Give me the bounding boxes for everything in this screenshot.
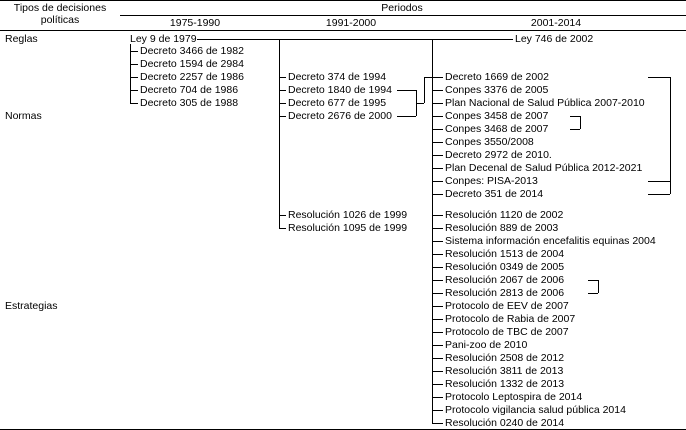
- col1-item: Decreto 1594 de 2984: [140, 58, 244, 70]
- col3-item: Conpes 3458 de 2007: [445, 110, 549, 122]
- col3-ley: Ley 746 de 2002: [515, 33, 594, 45]
- col3-item: Resolución 2508 de 2012: [445, 352, 565, 364]
- row-label-estrategias: Estrategias: [5, 300, 58, 312]
- col1-item: Ley 9 de 1979: [130, 33, 197, 45]
- col3-item: Conpes 3468 de 2007: [445, 123, 549, 135]
- col2-item: Decreto 1840 de 1994: [288, 84, 392, 96]
- col3-item: Conpes: PISA-2013: [445, 175, 538, 187]
- col3-item: Decreto 1669 de 2002: [445, 71, 549, 83]
- col3-item: Conpes 3376 de 2005: [445, 84, 549, 96]
- col3-item: Protocolo de EEV de 2007: [445, 300, 569, 312]
- col3-item: Decreto 351 de 2014: [445, 188, 544, 200]
- col3-item: Pani-zoo de 2010: [445, 339, 528, 351]
- col3-item: Resolución 889 de 2003: [445, 222, 559, 234]
- col3-item: Protocolo de Rabia de 2007: [445, 313, 576, 325]
- col2-item: Resolución 1026 de 1999: [288, 209, 408, 221]
- col3-item: Resolución 0349 de 2005: [445, 261, 565, 273]
- col1-item: Decreto 3466 de 1982: [140, 45, 244, 57]
- col3-item: Protocolo vigilancia salud pública 2014: [445, 404, 626, 416]
- col3-item: Conpes 3550/2008: [445, 136, 534, 148]
- col2-item: Resolución 1095 de 1999: [288, 222, 408, 234]
- row-label-reglas: Reglas: [5, 33, 38, 45]
- col3-item: Protocolo de TBC de 2007: [445, 326, 569, 338]
- period-1991-2000: 1991-2000: [325, 17, 377, 29]
- header-tipos-line1: Tipos de decisiones: [13, 2, 107, 14]
- col3-item: Protocolo Leptospira de 2014: [445, 391, 583, 403]
- period-1975-1990: 1975-1990: [169, 17, 221, 29]
- col3-item: Resolución 0240 de 2014: [445, 417, 565, 429]
- col2-item: Decreto 374 de 1994: [288, 71, 387, 83]
- col2-item: Decreto 677 de 1995: [288, 97, 387, 109]
- col3-item: Plan Nacional de Salud Pública 2007-2010: [445, 97, 645, 109]
- col2-item: Decreto 2676 de 2000: [288, 110, 392, 122]
- col3-item: Sistema información encefalitis equinas 2004: [445, 235, 656, 247]
- header-tipos-line2: políticas: [40, 14, 80, 26]
- col1-item: Decreto 305 de 1988: [140, 97, 239, 109]
- col3-item: Resolución 3811 de 2013: [445, 365, 564, 377]
- col3-item: Decreto 2972 de 2010.: [445, 149, 552, 161]
- col3-item: Resolución 1513 de 2004: [445, 248, 565, 260]
- header-periodos: Periodos: [381, 2, 423, 14]
- col3-item: Resolución 1332 de 2013: [445, 378, 565, 390]
- row-label-normas: Normas: [5, 110, 42, 122]
- period-2001-2014: 2001-2014: [530, 17, 582, 29]
- col1-item: Decreto 2257 de 1986: [140, 71, 244, 83]
- col3-item: Plan Decenal de Salud Pública 2012-2021: [445, 162, 643, 174]
- col1-item: Decreto 704 de 1986: [140, 84, 239, 96]
- col3-item: Resolución 1120 de 2002: [445, 209, 564, 221]
- col3-item: Resolución 2067 de 2006: [445, 274, 565, 286]
- col3-item: Resolución 2813 de 2006: [445, 287, 565, 299]
